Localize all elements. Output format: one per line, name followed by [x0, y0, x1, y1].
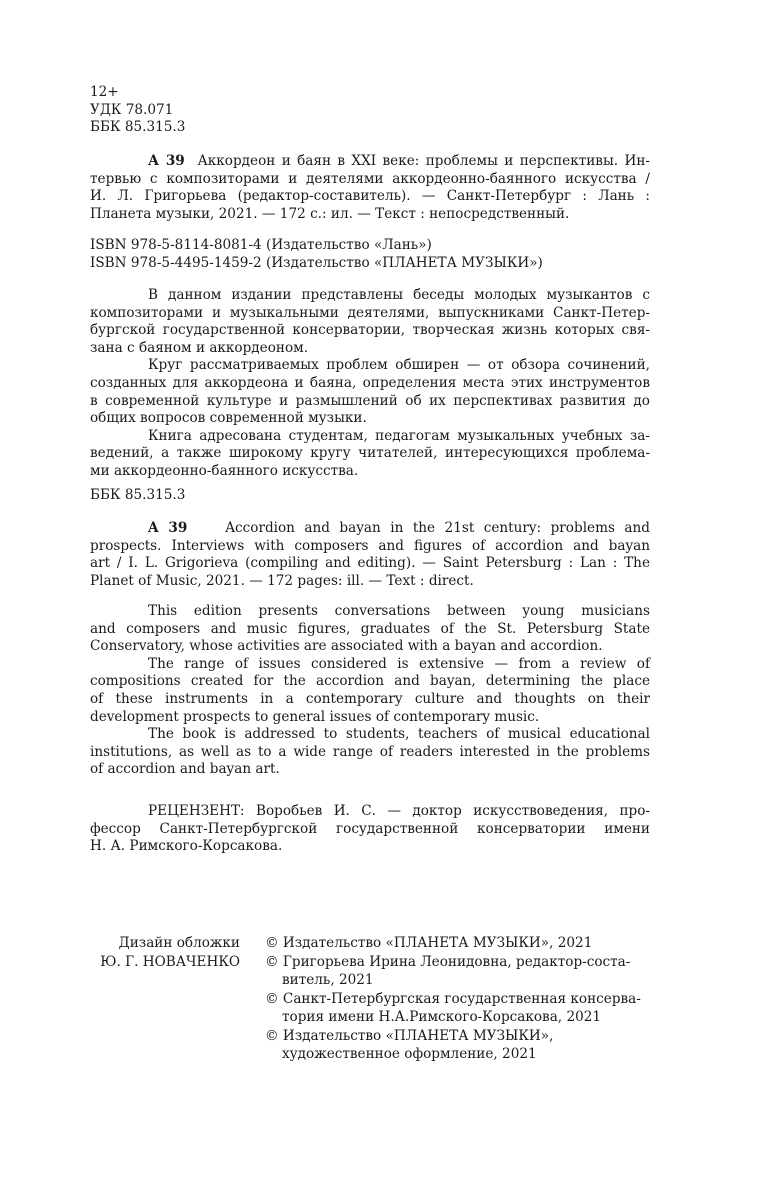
reviewer-line: фессор Санкт-Петербургской государственной консерватории имени: [90, 820, 650, 837]
en-abstract-line: The range of issues considered is extensive — from a review of: [148, 655, 650, 672]
bbk-code: ББК 85.315.3: [90, 119, 186, 136]
en-entry-code: A 39: [148, 520, 188, 536]
bbk-code-repeat: ББК 85.315.3: [90, 487, 186, 503]
copyright-line: © Издательство «ПЛАНЕТА МУЗЫКИ»,: [265, 1027, 554, 1044]
copyright-line: © Григорьева Ирина Леонидовна, редактор-соста-: [265, 953, 631, 970]
ru-entry-line-3: И. Л. Григорьева (редактор-составитель). — Санкт-Петербург : Лань :: [90, 188, 650, 205]
en-entry-line-2: prospects. Interviews with composers and figures of accordion and bayan: [90, 537, 650, 554]
ru-abstract-line: Круг рассматриваемых проблем обширен — от обзора сочинений,: [148, 357, 650, 374]
ru-abstract-line: общих вопросов современной музыки.: [90, 410, 367, 427]
en-abstract-line: The book is addressed to students, teachers of musical educational: [148, 726, 650, 743]
en-abstract-line: This edition presents conversations between young musicians: [148, 603, 650, 619]
en-catalog-entry: [90, 520, 650, 590]
copyright-block: [265, 934, 665, 1064]
ru-abstract-line: ведений, а также широкому кругу читателей, интересующихся проблема-: [90, 445, 650, 462]
ru-abstract-line: ми аккордеонно-баянного искусства.: [90, 462, 359, 479]
ru-abstract-line: зана с баяном и аккордеоном.: [90, 339, 309, 356]
en-abstract-line: institutions, as well as to a wide range of readers interested in the problems: [90, 743, 650, 760]
copyright-line: тория имени Н.А.Римского-Корсакова, 2021: [282, 1009, 602, 1025]
ru-entry-code: А 39: [148, 153, 185, 169]
en-entry-line-1: A 39 Accordion and bayan in the 21st century: problems and: [148, 520, 650, 536]
copyright-line: © Санкт-Петербургская государственная консерва-: [265, 990, 641, 1007]
cover-design-credit: [90, 934, 240, 971]
en-entry-line-4: Planet of Music, 2021. — 172 pages: ill. — Text : direct.: [90, 572, 474, 589]
en-abstract-line: of these instruments in a contemporary culture and thoughts on their: [90, 690, 650, 707]
reviewer-line: РЕЦЕНЗЕНТ: Воробьев И. С. — доктор искусствоведения, про-: [148, 803, 650, 819]
ru-abstract-line: бургской государственной консерватории, творческая жизнь которых свя-: [90, 322, 650, 339]
en-abstract-line: compositions created for the accordion and bayan, determining the place: [90, 673, 650, 690]
en-abstract-line: and composers and music figures, graduates of the St. Petersburg State: [90, 620, 650, 637]
ru-catalog-entry: [90, 153, 650, 223]
ru-abstract-line: в современной культуре и размышлений об их перспективах развития до: [90, 392, 650, 409]
isbn-planeta: ISBN 978-5-4495-1459-2 (Издательство «ПЛАНЕТА МУЗЫКИ»): [90, 254, 543, 271]
classification-header: [90, 84, 650, 137]
cover-design-label: Дизайн обложки: [118, 935, 240, 951]
reviewer-block: [90, 803, 650, 856]
isbn-block: [90, 237, 650, 272]
en-abstract-line: of accordion and bayan art.: [90, 761, 280, 778]
en-entry-line-3: art / I. L. Grigorieva (compiling and editing). — Saint Petersburg : Lan : The: [90, 555, 650, 572]
cover-designer-name: Ю. Г. НОВАЧЕНКО: [100, 953, 240, 970]
copyright-line: художественное оформление, 2021: [282, 1046, 537, 1062]
udk-code: УДК 78.071: [90, 101, 174, 118]
ru-abstract-line: созданных для аккордеона и баяна, определения места этих инструментов: [90, 374, 650, 391]
ru-abstract-line: В данном издании представлены беседы молодых музыкантов с: [148, 287, 650, 303]
age-rating: 12+: [90, 84, 119, 100]
copyright-line: © Издательство «ПЛАНЕТА МУЗЫКИ», 2021: [265, 935, 593, 951]
en-abstract-line: development prospects to general issues of contemporary music.: [90, 708, 540, 725]
ru-abstract-line: композиторами и музыкальными деятелями, выпускниками Санкт-Петер-: [90, 304, 650, 321]
ru-entry-line-4: Планета музыки, 2021. — 172 с.: ил. — Текст : непосредственный.: [90, 205, 570, 222]
ru-abstract: [90, 287, 650, 481]
en-abstract-line: Conservatory, whose activities are associated with a bayan and accordion.: [90, 638, 603, 655]
reviewer-line: Н. А. Римского-Корсакова.: [90, 838, 283, 855]
ru-entry-line-1: А 39 Аккордеон и баян в XXI веке: проблемы и перспективы. Ин-: [148, 153, 650, 169]
en-abstract: [90, 603, 650, 779]
copyright-line: витель, 2021: [282, 972, 374, 988]
ru-abstract-line: Книга адресована студентам, педагогам музыкальных учебных за-: [148, 427, 650, 444]
ru-entry-line-2: тервью с композиторами и деятелями аккордеонно-баянного искусства /: [90, 170, 650, 187]
isbn-lan: ISBN 978-5-8114-8081-4 (Издательство «Лань»): [90, 237, 432, 253]
